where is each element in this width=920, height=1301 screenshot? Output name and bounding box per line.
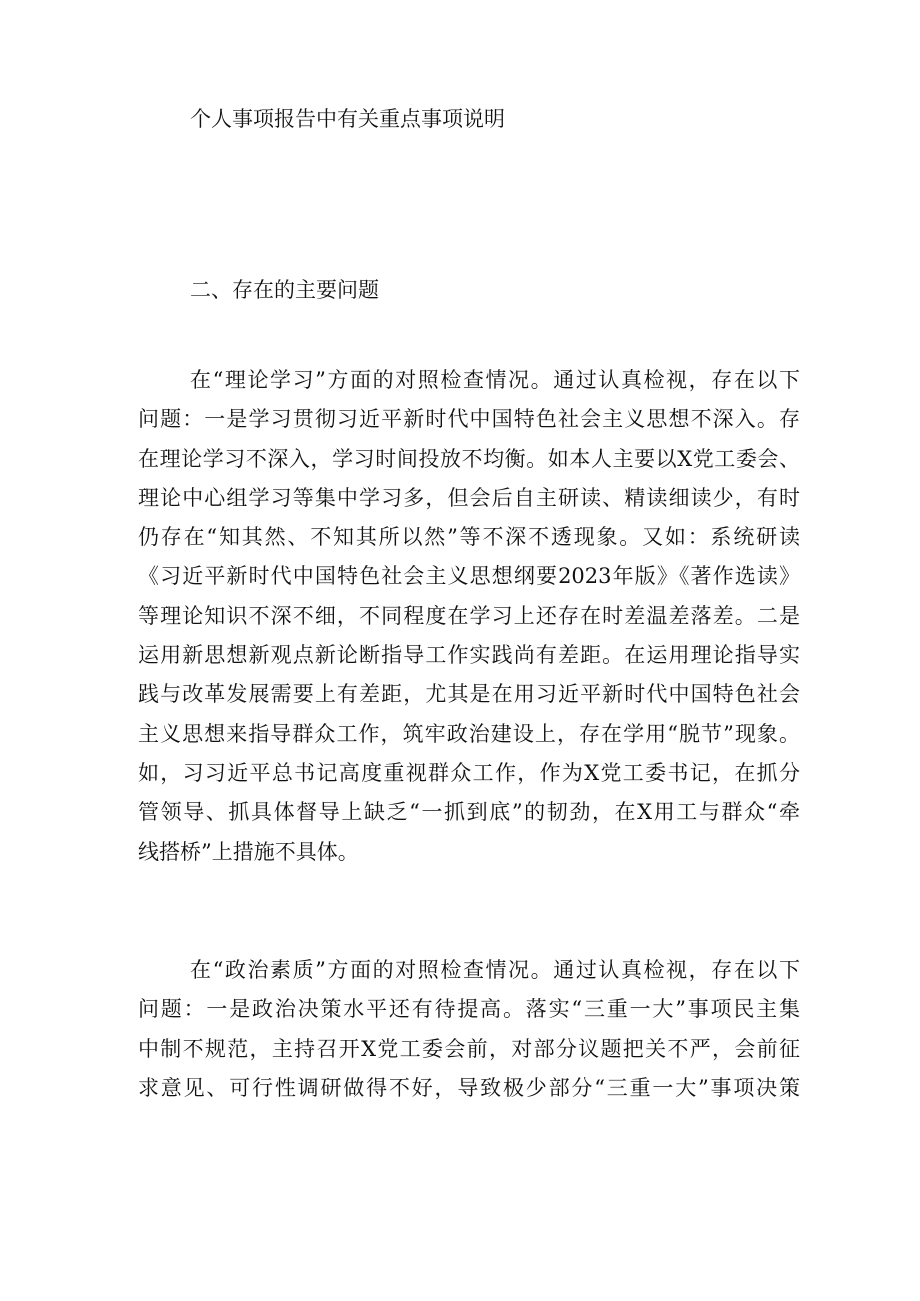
paragraph-theory-study [138,361,800,872]
paragraph-line: 仍存在“知其然、不知其所以然”等不深不透现象。又如：系统研读 [138,525,800,550]
paragraph-line: 理论中心组学习等集中学习多，但会后自主研读、精读细读少，有时 [138,485,800,510]
paragraph-line: 如，习习近平总书记高度重视群众工作，作为X党工委书记，在抓分 [138,760,800,785]
paragraph-line: 问题：一是学习贯彻习近平新时代中国特色社会主义思想不深入。存 [138,407,800,432]
section-heading: 二、存在的主要问题 [190,278,379,302]
paragraph-line: 运用新思想新观点新论断指导工作实践尚有差距。在运用理论指导实 [138,643,800,668]
paragraph-line: 中制不规范，主持召开X党工委会前，对部分议题把关不严，会前征 [138,1036,800,1061]
paragraph-line: 《习近平新时代中国特色社会主义思想纲要2023年版》《著作选读》 [138,564,800,589]
paragraph-line: 在“政治素质”方面的对照检查情况。通过认真检视，存在以下 [190,958,800,982]
paragraph-line: 在理论学习不深入，学习时间投放不均衡。如本人主要以X党工委会、 [138,446,800,471]
paragraph-line: 在“理论学习”方面的对照检查情况。通过认真检视，存在以下 [190,368,800,392]
paragraph-line: 问题：一是政治决策水平还有待提高。落实“三重一大”事项民主集 [138,997,800,1022]
paragraph-political-quality [138,951,800,1108]
paragraph-line: 管领导、抓具体督导上缺乏“一抓到底”的韧劲，在X用工与群众“牵 [138,800,800,825]
paragraph-line: 等理论知识不深不细，不同程度在学习上还存在时差温差落差。二是 [138,603,800,628]
paragraph-line: 主义思想来指导群众工作，筑牢政治建设上，存在学用“脱节”现象。 [138,721,800,746]
paragraph-line: 线搭桥”上措施不具体。 [138,839,359,864]
paragraph-line: 践与改革发展需要上有差距，尤其是在用习近平新时代中国特色社会 [138,682,800,707]
paragraph-line: 求意见、可行性调研做得不好，导致极少部分“三重一大”事项决策 [138,1075,800,1100]
document-title: 个人事项报告中有关重点事项说明 [190,107,505,131]
